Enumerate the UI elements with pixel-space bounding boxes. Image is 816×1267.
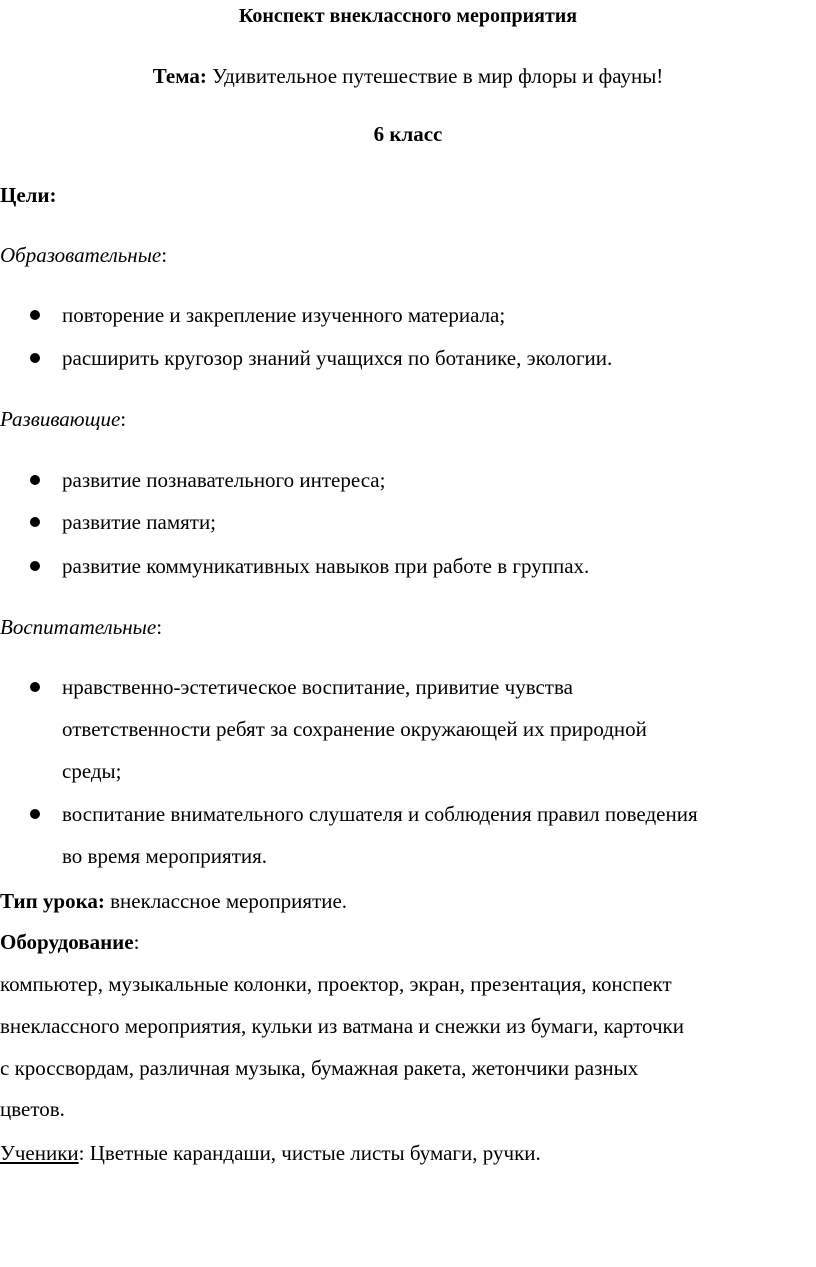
upbringing-heading — [0, 614, 162, 640]
list-item-line: среды; — [62, 759, 122, 783]
bullet-icon — [30, 475, 40, 485]
lesson-type-value: внеклассное мероприятие. — [104, 889, 348, 913]
goals-heading: Цели: — [0, 183, 57, 207]
lesson-type-line — [0, 888, 347, 914]
equipment-colon: : — [133, 930, 140, 954]
equipment-text-line: цветов. — [0, 1097, 65, 1121]
equipment-label: Оборудование — [0, 930, 134, 954]
list-item-line: во время мероприятия. — [62, 844, 268, 868]
topic-line — [0, 63, 816, 89]
equipment-text-line: внеклассного мероприятия, кульки из ватмана и снежки из бумаги, карточки — [0, 1014, 684, 1038]
list-item: повторение и закрепление изученного материала; — [62, 303, 506, 327]
list-item: развитие познавательного интереса; — [62, 468, 386, 492]
students-value: : Цветные карандаши, чистые листы бумаги, ручки. — [78, 1141, 541, 1165]
bullet-icon — [30, 682, 40, 692]
bullet-icon — [30, 561, 40, 571]
list-item: расширить кругозор знаний учащихся по ботанике, экологии. — [62, 346, 613, 370]
equipment-text-line: компьютер, музыкальные колонки, проектор, экран, презентация, конспект — [0, 972, 672, 996]
students-label: Ученики — [0, 1141, 79, 1165]
educational-label: Образовательные — [0, 243, 162, 267]
upbringing-label: Воспитательные — [0, 615, 157, 639]
topic-value: Удивительное путешествие в мир флоры и фауны! — [206, 64, 664, 88]
topic-label: Тема: — [152, 64, 207, 88]
lesson-type-label: Тип урока: — [0, 889, 105, 913]
document-title: Конспект внеклассного мероприятия — [238, 5, 578, 27]
list-item-line: ответственности ребят за сохранение окружающей их природной — [62, 717, 647, 741]
equipment-heading — [0, 929, 139, 955]
students-line — [0, 1140, 541, 1166]
equipment-text-line: с кроссвордам, различная музыка, бумажная ракета, жетончики разных — [0, 1056, 639, 1080]
developmental-label: Развивающие — [0, 407, 121, 431]
educational-colon: : — [161, 243, 168, 267]
bullet-icon — [30, 353, 40, 363]
bullet-icon — [30, 310, 40, 320]
list-item-line: воспитание внимательного слушателя и соблюдения правил поведения — [62, 802, 698, 826]
list-item: развитие памяти; — [62, 510, 217, 534]
developmental-colon: : — [120, 407, 127, 431]
grade-label: 6 класс — [373, 122, 443, 146]
list-item-line: нравственно-эстетическое воспитание, привитие чувства — [62, 675, 573, 699]
upbringing-colon: : — [156, 615, 163, 639]
educational-heading — [0, 242, 167, 268]
list-item: развитие коммуникативных навыков при работе в группах. — [62, 554, 590, 578]
developmental-heading — [0, 406, 126, 432]
bullet-icon — [30, 809, 40, 819]
bullet-icon — [30, 517, 40, 527]
